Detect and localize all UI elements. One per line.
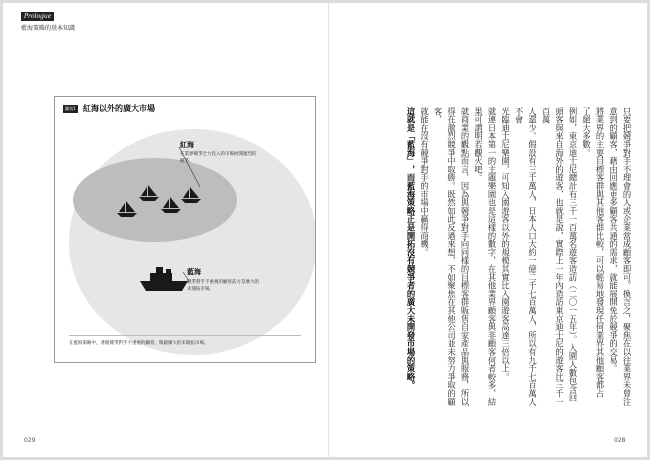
text-column: 頭客與來自海外的遊客，也就是說，實際上一年內造訪東京迪士尼的遊客比三千一百萬 [541, 107, 565, 406]
body-text [383, 107, 633, 413]
chapter-title: 藍海策略的基本知識 [21, 25, 76, 32]
highlight-column: 這就是「藍海」，而藍海策略正是開拓沒有競爭者的廣大未開發市場的策略。 [406, 107, 416, 390]
figure-caption: 在藍海策略中，著眼競爭對手不重視的顧客，開創廣大的未開拓市場。 [69, 335, 301, 346]
red-ocean-desc: 在業界競爭全力投入的市場展開激烈的競爭。 [180, 152, 257, 165]
text-column: 意到的顧客，藉由回應更多顧客共通的需求，就能展開免於競爭的交易。 [608, 107, 619, 373]
figure-box [54, 96, 316, 363]
text-column: 了絕大多數。 [581, 107, 592, 157]
text-column: 就商業的觀點而言，因為與競爭對手向同樣的目標客群販售自家產品與服務，所以 [460, 107, 470, 406]
text-column: 將業界的主要目標客群與其他客群比較，可以輕易地發現任何業界其他顧客都占 [595, 107, 605, 398]
blue-ocean-desc: 競爭對手不重視的顧客前方是廣大的未開拓市場。 [187, 280, 259, 293]
text-column: 就連日本第一的主題樂園也是這樣的數字，在其他業界顧客與非顧客何者較多，結 [487, 107, 497, 406]
text-column: 只要把競爭對手不理會的人或企業當成顧客即可。換言之，聚焦在以往業界未曾注 [622, 107, 632, 406]
figure-title: 紅海以外的廣大市場 [83, 104, 155, 113]
text-column: 就能在沒有競爭對手的市場中贏得商機。 [419, 107, 430, 257]
prologue-tag: Prologue [21, 12, 54, 21]
text-column: 果可謂明若觀火吧。 [473, 107, 484, 182]
figure-badge: 圖表1 [65, 106, 76, 111]
page-number-left: 029 [24, 437, 36, 444]
blue-ocean-label: 藍海 [187, 268, 201, 276]
book-spread [3, 3, 647, 457]
text-column: 人還少。假設有三千萬人，日本人口大約一億二千七百萬人，所以有九千七百萬人不會 [514, 107, 538, 406]
ocean-diagram [55, 97, 315, 362]
page-number-right: 028 [614, 437, 626, 444]
text-column: 例如，東京迪士尼總計有三千一百萬名遊客造訪（二〇一五年）。入園人數包含回 [568, 107, 578, 402]
gutter-divider [328, 3, 329, 457]
red-ocean-label: 紅海 [180, 141, 194, 149]
text-column: 光臨迪士尼樂園，可知入園遊客以外的規模其實比入園遊客高達三倍以上。 [500, 107, 511, 381]
text-column: 得在激烈競爭中取勝。既然如此反過來想，不如聚焦在其他公司並未努力爭取的顧客， [433, 107, 457, 406]
